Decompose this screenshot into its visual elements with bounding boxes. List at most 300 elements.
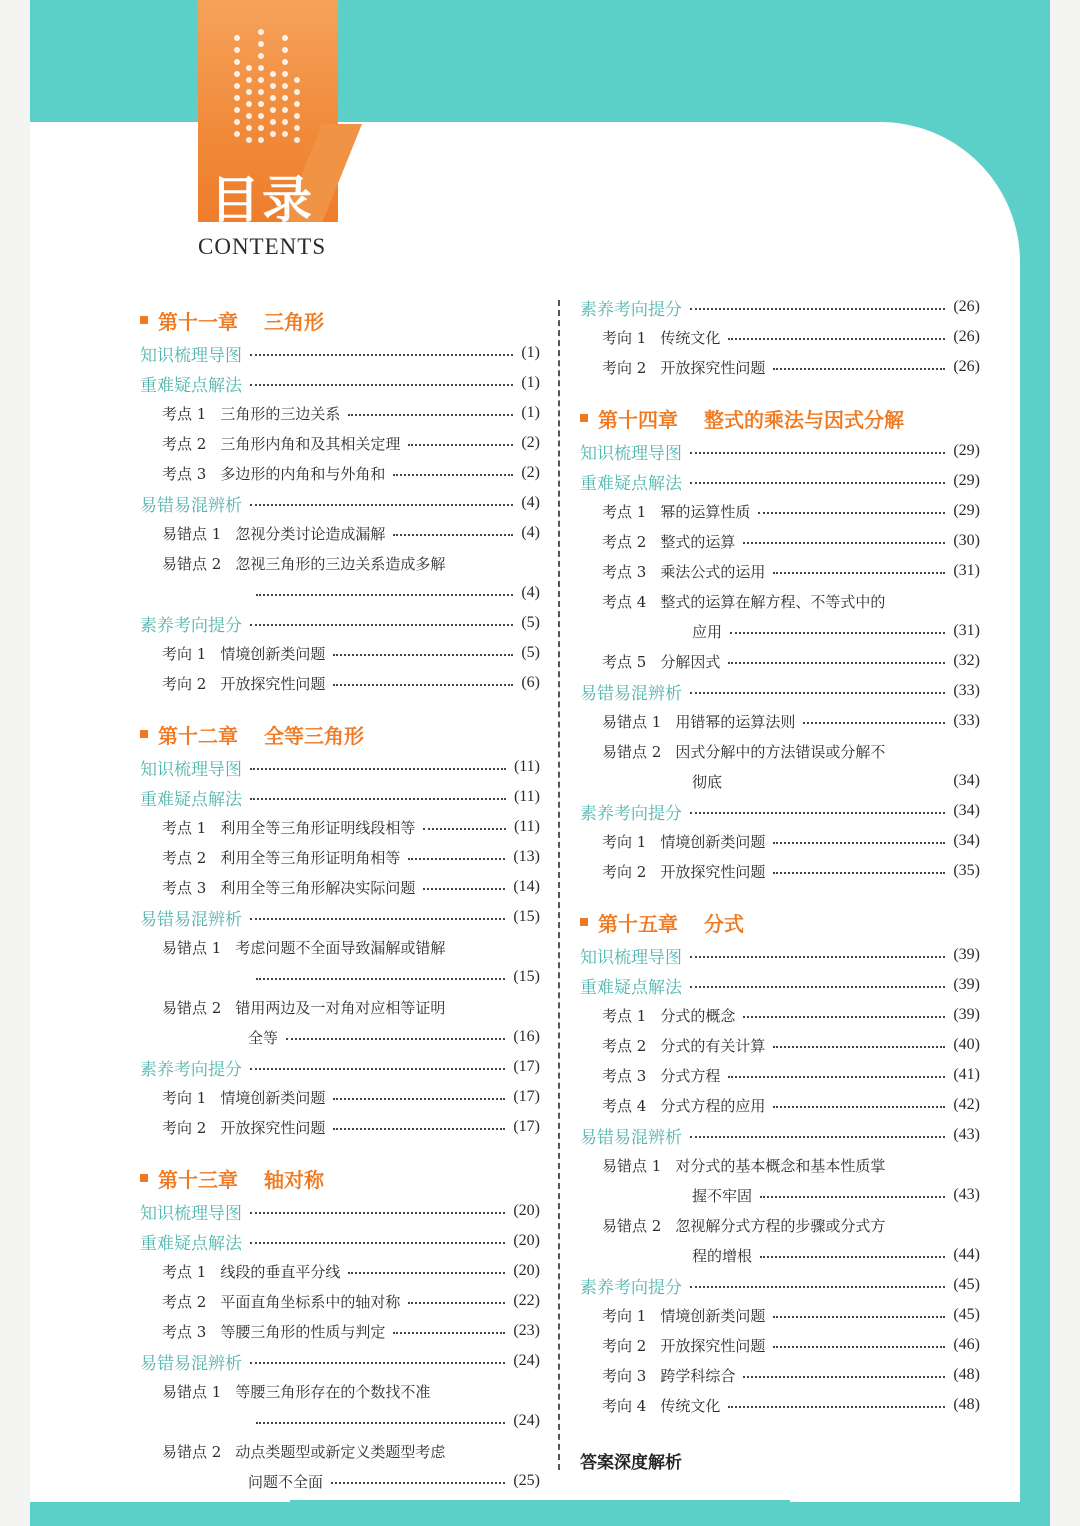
entry-label: 开放探究性问题 [660, 862, 766, 881]
entry-tag: 易错点 2 [162, 1442, 222, 1461]
entry-tag: 考点 5 [602, 652, 647, 671]
entry-tag: 易错点 1 [162, 938, 222, 957]
toc-entry-continuation[interactable] [580, 1240, 980, 1270]
entry-label: 握不牢固 [692, 1186, 753, 1205]
toc-entry[interactable] [140, 782, 540, 812]
page-number: (29) [953, 472, 980, 489]
toc-entry-continuation[interactable] [580, 616, 980, 646]
leader-dots [773, 572, 945, 574]
toc-entry[interactable] [580, 1150, 980, 1180]
leader-dots [256, 594, 513, 596]
page-number: (13) [513, 848, 540, 865]
entry-tag: 易错点 2 [162, 998, 222, 1017]
toc-entry[interactable] [140, 992, 540, 1022]
leader-dots [690, 1286, 945, 1288]
entry-label: 开放探究性问题 [660, 358, 766, 377]
toc-entry[interactable] [580, 1120, 980, 1150]
chapter-heading [580, 904, 980, 940]
page-number: (11) [513, 788, 540, 805]
page-number: (33) [953, 682, 980, 699]
toc-entry[interactable] [580, 1390, 980, 1420]
entry-label: 彻底 [692, 772, 723, 791]
leader-dots [773, 842, 945, 844]
toc-entry[interactable] [580, 940, 980, 970]
leader-dots [690, 692, 945, 694]
entry-label: 素养考向提分 [580, 803, 682, 824]
entry-label: 知识梳理导图 [140, 345, 242, 366]
page-number: (29) [953, 502, 980, 519]
leader-dots [256, 978, 505, 980]
entry-tag: 易错点 1 [162, 524, 222, 543]
page-number: (20) [513, 1262, 540, 1279]
toc-entry[interactable] [580, 1030, 980, 1060]
entry-tag: 考向 2 [602, 1336, 647, 1355]
page-number: (17) [513, 1118, 540, 1135]
leader-dots [690, 956, 945, 958]
chapter-title: 分式 [704, 911, 744, 936]
page-number: (42) [953, 1096, 980, 1113]
toc-entry[interactable] [140, 1316, 540, 1346]
leader-dots [333, 1098, 505, 1100]
leader-dots [760, 1196, 945, 1198]
toc-entry[interactable] [580, 676, 980, 706]
entry-label: 传统文化 [660, 1396, 721, 1415]
page-number: (1) [521, 404, 540, 421]
leader-dots [728, 1406, 945, 1408]
page-number: (5) [521, 644, 540, 661]
bullet-icon [140, 316, 148, 324]
toc-entry-continuation[interactable] [140, 1022, 540, 1052]
page-number: (31) [953, 622, 980, 639]
chapter-number: 第十五章 [598, 911, 678, 936]
page-number: (4) [521, 584, 540, 601]
entry-label: 情境创新类问题 [660, 1306, 766, 1325]
toc-entry[interactable] [140, 752, 540, 782]
entry-label: 错用两边及一对角对应相等证明 [235, 998, 446, 1017]
toc-entry[interactable] [580, 322, 980, 352]
chapter-title: 全等三角形 [264, 723, 364, 748]
entry-label: 易错易混辨析 [580, 683, 682, 704]
entry-label: 素养考向提分 [580, 1277, 682, 1298]
page-number: (35) [953, 862, 980, 879]
leader-dots [690, 482, 945, 484]
page-number: (45) [953, 1306, 980, 1323]
toc-entry[interactable] [140, 668, 540, 698]
leader-dots [408, 858, 505, 860]
entry-tag: 考向 3 [602, 1366, 647, 1385]
toc-entry[interactable] [580, 292, 980, 322]
leader-dots [773, 1316, 945, 1318]
entry-label: 分式的有关计算 [660, 1036, 766, 1055]
toc-entry[interactable] [580, 1000, 980, 1030]
page-number: (43) [953, 1186, 980, 1203]
toc-entry[interactable] [140, 488, 540, 518]
toc-entry[interactable] [140, 1082, 540, 1112]
entry-tag: 考向 1 [162, 1088, 207, 1107]
page-number: (41) [953, 1066, 980, 1083]
toc-entry[interactable] [580, 1360, 980, 1390]
page-number: (6) [521, 674, 540, 691]
toc-entry-continuation[interactable] [140, 962, 540, 992]
page-number: (44) [953, 1246, 980, 1263]
entry-tag: 考向 2 [162, 1118, 207, 1137]
toc-entry[interactable] [140, 338, 540, 368]
page-number: (2) [521, 464, 540, 481]
entry-label: 整式的运算在解方程、不等式中的 [660, 592, 886, 611]
entry-label: 乘法公式的运用 [660, 562, 766, 581]
entry-label: 幂的运算性质 [660, 502, 751, 521]
page-number: (45) [953, 1276, 980, 1293]
entry-label: 忽视分类讨论造成漏解 [235, 524, 386, 543]
toc-entry[interactable] [140, 608, 540, 638]
entry-tag: 考点 2 [602, 532, 647, 551]
toc-entry[interactable] [140, 368, 540, 398]
entry-tag: 考向 1 [602, 832, 647, 851]
chapter-title: 三角形 [264, 309, 324, 334]
chapter-number: 第十一章 [158, 309, 238, 334]
entry-label: 多边形的内角和与外角和 [220, 464, 386, 483]
toc-entry[interactable] [140, 1286, 540, 1316]
toc-entry[interactable] [140, 428, 540, 458]
leader-dots [250, 798, 506, 800]
leader-dots [348, 414, 513, 416]
bullet-icon [140, 1174, 148, 1182]
chapter-heading [140, 302, 540, 338]
dot-grid-icon [232, 18, 302, 148]
page-number: (24) [513, 1352, 540, 1369]
entry-label: 知识梳理导图 [580, 947, 682, 968]
entry-tag: 考点 3 [162, 1322, 207, 1341]
toc-entry[interactable] [140, 458, 540, 488]
entry-label: 素养考向提分 [580, 299, 682, 320]
page-number: (4) [521, 494, 540, 511]
leader-dots [393, 534, 513, 536]
leader-dots [333, 654, 513, 656]
toc-entry-continuation[interactable] [580, 766, 980, 796]
leader-dots [773, 872, 945, 874]
toc-entry[interactable] [140, 638, 540, 668]
toc-entry[interactable] [140, 1052, 540, 1082]
page-number: (17) [513, 1088, 540, 1105]
entry-label: 重难疑点解法 [140, 789, 242, 810]
entry-label: 三角形内角和及其相关定理 [220, 434, 401, 453]
page-number: (30) [953, 532, 980, 549]
leader-dots [393, 1332, 505, 1334]
toc-entry[interactable] [140, 1346, 540, 1376]
entry-label: 知识梳理导图 [140, 759, 242, 780]
leader-dots [348, 1272, 505, 1274]
toc-entry[interactable] [140, 1376, 540, 1406]
page-number: (4) [521, 524, 540, 541]
entry-label: 开放探究性问题 [220, 674, 326, 693]
bullet-icon [580, 918, 588, 926]
entry-tag: 考点 2 [162, 848, 207, 867]
toc-right-column [580, 292, 980, 1420]
entry-label: 素养考向提分 [140, 1059, 242, 1080]
toc-entry[interactable] [580, 646, 980, 676]
entry-tag: 考向 1 [602, 328, 647, 347]
leader-dots [690, 812, 945, 814]
entry-tag: 考点 4 [602, 592, 647, 611]
toc-entry-continuation[interactable] [140, 1406, 540, 1436]
toc-entry[interactable] [580, 1210, 980, 1240]
entry-tag: 易错点 1 [602, 1156, 662, 1175]
entry-label: 易错易混辨析 [140, 909, 242, 930]
entry-label: 开放探究性问题 [220, 1118, 326, 1137]
page-number: (39) [953, 1006, 980, 1023]
entry-label: 重难疑点解法 [580, 473, 682, 494]
page-number: (16) [513, 1028, 540, 1045]
toc-left-column [140, 294, 540, 1496]
leader-dots [333, 1128, 505, 1130]
toc-entry[interactable] [140, 1112, 540, 1142]
toc-entry[interactable] [580, 856, 980, 886]
page-number: (34) [953, 802, 980, 819]
entry-tag: 考点 3 [602, 1066, 647, 1085]
leader-dots [690, 986, 945, 988]
entry-label: 全等 [248, 1028, 279, 1047]
leader-dots [728, 1076, 945, 1078]
toc-entry-continuation[interactable] [140, 1466, 540, 1496]
toc-entry[interactable] [140, 1226, 540, 1256]
entry-label: 整式的运算 [660, 532, 736, 551]
entry-tag: 考点 2 [602, 1036, 647, 1055]
entry-label: 动点类题型或新定义类题型考虑 [235, 1442, 446, 1461]
entry-label: 三角形的三边关系 [220, 404, 341, 423]
leader-dots [408, 444, 513, 446]
chapter-number: 第十二章 [158, 723, 238, 748]
toc-entry[interactable] [140, 902, 540, 932]
page-number: (1) [521, 344, 540, 361]
entry-tag: 易错点 2 [162, 554, 222, 573]
entry-label: 程的增根 [692, 1246, 753, 1265]
toc-entry[interactable] [140, 518, 540, 548]
leader-dots [690, 1136, 945, 1138]
entry-label: 忽视解分式方程的步骤或分式方 [675, 1216, 886, 1235]
page-number: (26) [953, 298, 980, 315]
leader-dots [743, 542, 945, 544]
entry-tag: 考向 1 [162, 644, 207, 663]
leader-dots [393, 474, 513, 476]
entry-label: 问题不全面 [248, 1472, 324, 1491]
toc-entry[interactable] [140, 398, 540, 428]
entry-tag: 考点 1 [162, 818, 207, 837]
page-number: (26) [953, 328, 980, 345]
toc-entry[interactable] [580, 1270, 980, 1300]
entry-tag: 考点 3 [162, 464, 207, 483]
toc-entry[interactable] [580, 736, 980, 766]
toc-entry[interactable] [140, 842, 540, 872]
entry-label: 开放探究性问题 [660, 1336, 766, 1355]
entry-label: 考虑问题不全面导致漏解或错解 [235, 938, 446, 957]
leader-dots [760, 1256, 945, 1258]
chapter-heading [580, 400, 980, 436]
page-number: (34) [953, 832, 980, 849]
leader-dots [730, 782, 945, 784]
leader-dots [333, 684, 513, 686]
entry-tag: 考点 2 [162, 434, 207, 453]
entry-tag: 考点 1 [602, 502, 647, 521]
entry-label: 分式的概念 [660, 1006, 736, 1025]
entry-tag: 考点 1 [162, 1262, 207, 1281]
entry-label: 等腰三角形的性质与判定 [220, 1322, 386, 1341]
toc-entry[interactable] [580, 826, 980, 856]
entry-label: 知识梳理导图 [580, 443, 682, 464]
entry-label: 重难疑点解法 [580, 977, 682, 998]
entry-tag: 考点 4 [602, 1096, 647, 1115]
chapter-number: 第十四章 [598, 407, 678, 432]
page-number: (31) [953, 562, 980, 579]
page-number: (23) [513, 1322, 540, 1339]
page-number: (40) [953, 1036, 980, 1053]
toc-entry[interactable] [580, 466, 980, 496]
entry-label: 分解因式 [660, 652, 721, 671]
toc-entry[interactable] [580, 496, 980, 526]
toc-entry-continuation[interactable] [580, 1180, 980, 1210]
page-subtitle: CONTENTS [198, 234, 327, 259]
toc-entry[interactable] [140, 1256, 540, 1286]
leader-dots [331, 1482, 505, 1484]
leader-dots [250, 354, 513, 356]
leader-dots [250, 768, 506, 770]
entry-label: 平面直角坐标系中的轴对称 [220, 1292, 401, 1311]
page-title: 目录 [210, 171, 314, 229]
entry-tag: 考点 3 [602, 562, 647, 581]
page-number: (48) [953, 1396, 980, 1413]
page-number: (20) [513, 1202, 540, 1219]
entry-tag: 考向 4 [602, 1396, 647, 1415]
toc-entry[interactable] [580, 526, 980, 556]
page-number: (48) [953, 1366, 980, 1383]
leader-dots [250, 1242, 505, 1244]
chapter-number: 第十三章 [158, 1167, 238, 1192]
entry-label: 跨学科综合 [660, 1366, 736, 1385]
toc-entry[interactable] [140, 1436, 540, 1466]
page-number: (46) [953, 1336, 980, 1353]
leader-dots [690, 308, 945, 310]
toc-entry-continuation[interactable] [140, 578, 540, 608]
bottom-band [290, 1500, 790, 1526]
page-number: (22) [513, 1292, 540, 1309]
toc-entry[interactable] [140, 932, 540, 962]
leader-dots [730, 632, 945, 634]
page-number: (34) [953, 772, 980, 789]
leader-dots [250, 1068, 505, 1070]
entry-label: 忽视三角形的三边关系造成多解 [235, 554, 446, 573]
leader-dots [728, 662, 945, 664]
entry-tag: 考点 1 [602, 1006, 647, 1025]
entry-tag: 考向 1 [602, 1306, 647, 1325]
leader-dots [423, 888, 505, 890]
page-number: (33) [953, 712, 980, 729]
entry-label: 传统文化 [660, 328, 721, 347]
chapter-title: 整式的乘法与因式分解 [704, 407, 904, 432]
toc-entry[interactable] [580, 352, 980, 382]
toc-entry[interactable] [580, 1060, 980, 1090]
page-number: (39) [953, 976, 980, 993]
entry-label: 用错幂的运算法则 [675, 712, 796, 731]
entry-label: 易错易混辨析 [140, 1353, 242, 1374]
entry-label: 应用 [692, 622, 723, 641]
toc-entry[interactable] [580, 706, 980, 736]
entry-label: 易错易混辨析 [140, 495, 242, 516]
toc-entry[interactable] [580, 556, 980, 586]
bullet-icon [140, 730, 148, 738]
page-number: (11) [513, 818, 540, 835]
page-number: (20) [513, 1232, 540, 1249]
page-number: (32) [953, 652, 980, 669]
entry-label: 情境创新类问题 [660, 832, 766, 851]
toc-entry[interactable] [580, 796, 980, 826]
entry-tag: 易错点 2 [602, 742, 662, 761]
toc-entry[interactable] [580, 436, 980, 466]
chapter-heading [140, 716, 540, 752]
leader-dots [250, 1212, 505, 1214]
page-number: (29) [953, 442, 980, 459]
entry-label: 素养考向提分 [140, 615, 242, 636]
bullet-icon [580, 414, 588, 422]
toc-entry[interactable] [140, 872, 540, 902]
toc-entry[interactable] [580, 970, 980, 1000]
leader-dots [690, 452, 945, 454]
entry-tag: 考点 2 [162, 1292, 207, 1311]
leader-dots [250, 504, 513, 506]
entry-tag: 考点 1 [162, 404, 207, 423]
leader-dots [743, 1376, 945, 1378]
leader-dots [423, 828, 506, 830]
page-number: (24) [513, 1412, 540, 1429]
entry-label: 利用全等三角形证明角相等 [220, 848, 401, 867]
chapter-title: 轴对称 [264, 1167, 324, 1192]
toc-entry[interactable] [140, 548, 540, 578]
page-number: (5) [521, 614, 540, 631]
page-number: (1) [521, 374, 540, 391]
toc-entry[interactable] [580, 1330, 980, 1360]
toc-entry[interactable] [580, 1300, 980, 1330]
column-divider [558, 300, 560, 1470]
entry-label: 情境创新类问题 [220, 1088, 326, 1107]
page-number: (15) [513, 908, 540, 925]
leader-dots [803, 722, 945, 724]
entry-label: 因式分解中的方法错误或分解不 [675, 742, 886, 761]
page-number: (39) [953, 946, 980, 963]
leader-dots [773, 368, 945, 370]
entry-tag: 易错点 1 [602, 712, 662, 731]
toc-entry[interactable] [580, 1090, 980, 1120]
leader-dots [286, 1038, 505, 1040]
entry-label: 等腰三角形存在的个数找不准 [235, 1382, 431, 1401]
entry-label: 线段的垂直平分线 [220, 1262, 341, 1281]
entry-label: 知识梳理导图 [140, 1203, 242, 1224]
answers-section-link[interactable]: 答案深度解析 [580, 1453, 682, 1473]
entry-tag: 考向 2 [162, 674, 207, 693]
page-number: (15) [513, 968, 540, 985]
leader-dots [250, 624, 513, 626]
toc-entry[interactable] [140, 1196, 540, 1226]
entry-label: 利用全等三角形证明线段相等 [220, 818, 416, 837]
toc-entry[interactable] [140, 812, 540, 842]
leader-dots [773, 1106, 945, 1108]
leader-dots [773, 1346, 945, 1348]
leader-dots [773, 1046, 945, 1048]
leader-dots [250, 1362, 505, 1364]
entry-label: 情境创新类问题 [220, 644, 326, 663]
entry-label: 分式方程 [660, 1066, 721, 1085]
entry-label: 易错易混辨析 [580, 1127, 682, 1148]
page-number: (11) [513, 758, 540, 775]
toc-entry[interactable] [580, 586, 980, 616]
entry-tag: 考点 3 [162, 878, 207, 897]
